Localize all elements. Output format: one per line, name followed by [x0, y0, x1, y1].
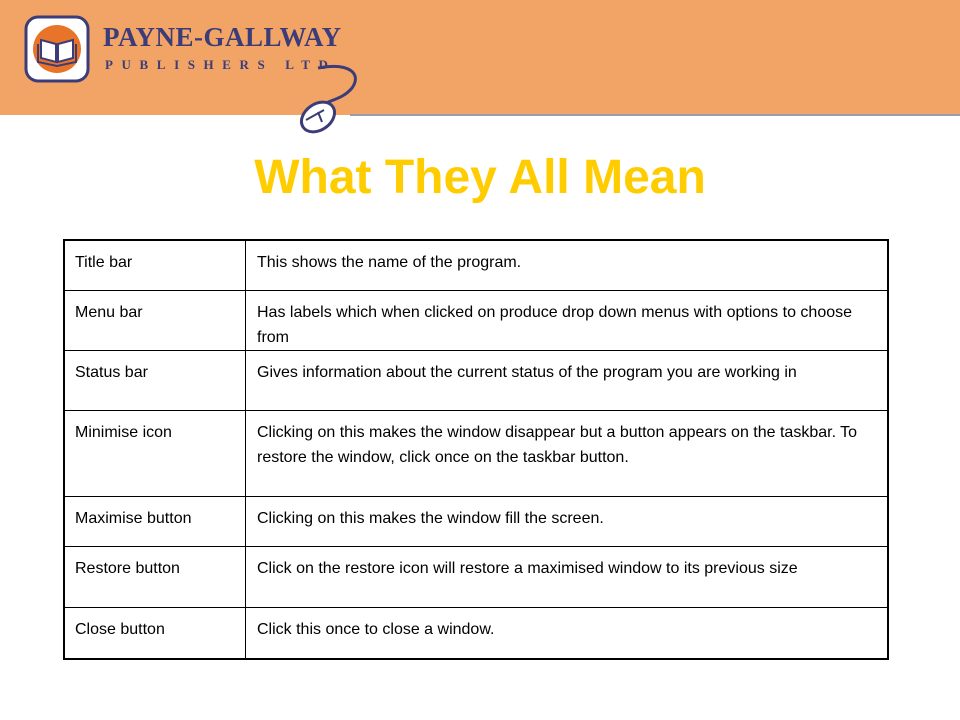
terms-table — [63, 239, 889, 660]
table-row — [65, 547, 887, 608]
term-cell: Menu bar — [65, 291, 246, 350]
table-row — [65, 291, 887, 351]
term-cell: Minimise icon — [65, 411, 246, 496]
brand-name: PAYNE-GALLWAY — [103, 22, 342, 52]
table-row — [65, 241, 887, 291]
page-title: What They All Mean — [254, 151, 706, 204]
description-cell: Click this once to close a window. — [257, 621, 495, 638]
table-row — [65, 497, 887, 547]
term-cell: Title bar — [65, 241, 246, 290]
open-book-icon — [26, 17, 88, 81]
term-cell: Maximise button — [65, 497, 246, 546]
term-cell: Close button — [65, 608, 246, 658]
description-cell: Clicking on this makes the window fill the screen. — [257, 510, 604, 527]
table-row — [65, 411, 887, 497]
computer-mouse-icon — [296, 96, 340, 138]
description-cell: Clicking on this makes the window disappear but a button appears on the taskbar. To restore the window, click once on the taskbar button. — [257, 424, 858, 466]
header-divider — [350, 114, 960, 116]
term-cell: Restore button — [65, 547, 246, 607]
table-row — [65, 351, 887, 411]
description-cell: Click on the restore icon will restore a maximised window to its previous size — [257, 560, 798, 577]
term-cell: Status bar — [65, 351, 246, 410]
description-cell: Gives information about the current status of the program you are working in — [257, 364, 797, 381]
brand-subtitle: PUBLISHERS LTD — [105, 57, 337, 72]
table-row — [65, 608, 887, 658]
description-cell: Has labels which when clicked on produce drop down menus with options to choose from — [257, 304, 853, 346]
description-cell: This shows the name of the program. — [257, 254, 522, 271]
